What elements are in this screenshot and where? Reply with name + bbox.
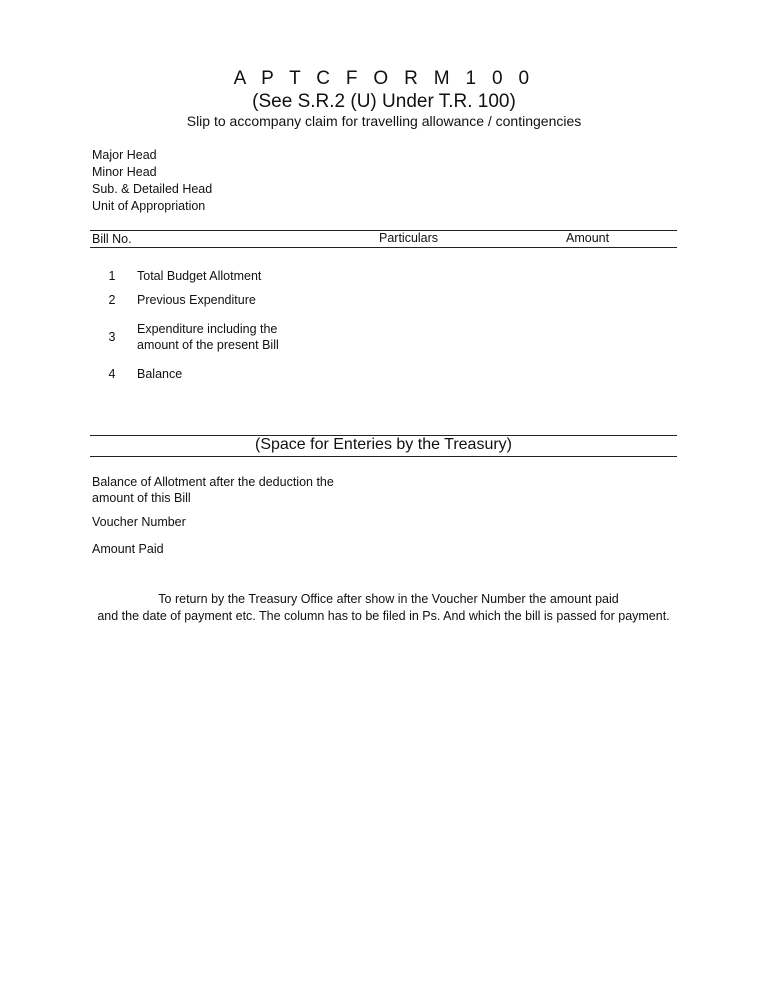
field-text: amount of this Bill — [92, 491, 191, 505]
table-row-number: 3 — [108, 330, 116, 344]
head-list — [92, 147, 212, 215]
form-reference: (See S.R.2 (U) Under T.R. 100) — [252, 91, 516, 112]
row-text: Balance — [137, 367, 183, 381]
voucher-number-label: Voucher Number — [92, 515, 186, 529]
form-subtitle: Slip to accompany claim for travelling allowance / contingencies — [186, 113, 582, 129]
table-row-particulars — [137, 292, 256, 308]
unit-of-appropriation-label: Unit of Appropriation — [92, 199, 206, 213]
column-header-amount: Amount — [566, 231, 610, 245]
form-title: A P T C F O R M 1 0 0 — [233, 68, 535, 89]
treasury-bottom-rule — [90, 456, 677, 457]
sub-detailed-head-label: Sub. & Detailed Head — [92, 182, 213, 196]
note-line: and the date of payment etc. The column has to be filed in Ps. And which the bill is passed for payment. — [97, 609, 670, 623]
table-row-particulars — [137, 366, 182, 382]
field-text: Balance of Allotment after the deduction the — [92, 475, 334, 489]
minor-head-label: Minor Head — [92, 165, 157, 179]
row-text: Expenditure including the — [137, 322, 278, 336]
amount-paid-label: Amount Paid — [92, 542, 164, 556]
major-head-label: Major Head — [92, 148, 157, 162]
table-header-rule — [90, 247, 677, 248]
table-row-number: 2 — [108, 293, 116, 307]
treasury-section-title: (Space for Enteries by the Treasury) — [255, 436, 512, 453]
column-header-bill-no: Bill No. — [92, 232, 132, 246]
table-row-number: 4 — [108, 367, 116, 381]
row-text: amount of the present Bill — [137, 338, 279, 352]
table-row-number: 1 — [108, 269, 116, 283]
row-text: Total Budget Allotment — [137, 269, 262, 283]
row-text: Previous Expenditure — [137, 293, 256, 307]
table-row-particulars — [137, 268, 261, 284]
table-row-particulars — [137, 321, 279, 353]
note-line: To return by the Treasury Office after show in the Voucher Number the amount paid — [158, 592, 619, 606]
return-instructions-note — [90, 591, 677, 625]
column-header-particulars: Particulars — [379, 231, 439, 245]
balance-of-allotment-label — [92, 474, 334, 506]
